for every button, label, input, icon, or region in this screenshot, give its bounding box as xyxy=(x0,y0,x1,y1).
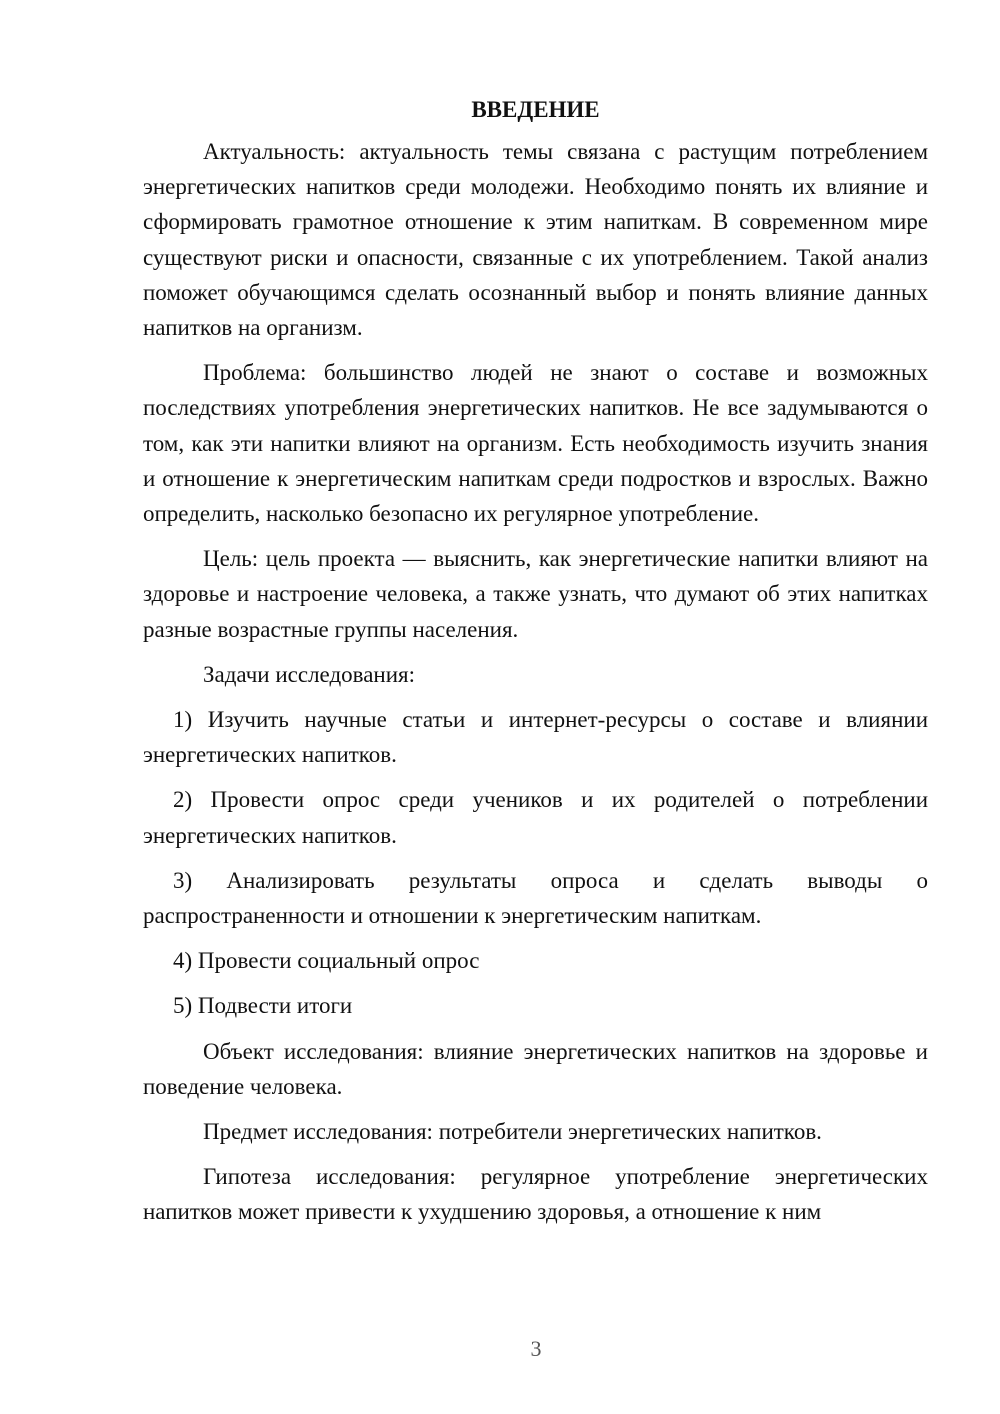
subject-paragraph: Предмет исследования: потребители энергетических напитков. xyxy=(203,1119,822,1145)
tasks-list xyxy=(143,702,928,1024)
relevance-paragraph: Актуальность: актуальность темы связана с растущим потреблением энергетических напитков среди молодежи. Необходимо понять их влияние и сформировать грамотное отношение к этим напиткам. В современном мире существуют риски и опасности, связанные с их употреблением. Такой анализ поможет обучающимся сделать осознанный выбор и понять влияние данных напитков на организм. xyxy=(143,139,928,341)
goal-paragraph: Цель: цель проекта — выяснить, как энергетические напитки влияют на здоровье и настроение человека, а также узнать, что думают об этих напитках разные возрастные группы населения. xyxy=(143,546,928,642)
task-item: 1) Изучить научные статьи и интернет-ресурсы о составе и влиянии энергетических напитков. xyxy=(143,707,928,768)
task-item: 2) Провести опрос среди учеников и их родителей о потреблении энергетических напитков. xyxy=(143,787,928,848)
hypothesis-paragraph: Гипотеза исследования: регулярное употребление энергетических напитков может привести к ухудшению здоровья, а отношение к ним xyxy=(143,1164,928,1225)
text-body xyxy=(143,94,928,1240)
task-item: 4) Провести социальный опрос xyxy=(173,948,480,974)
object-paragraph: Объект исследования: влияние энергетических напитков на здоровье и поведение человека. xyxy=(143,1038,928,1099)
task-item: 3) Анализировать результаты опроса и сделать выводы о распространенности и отношении к энергетическим напиткам. xyxy=(143,867,928,929)
page-number: 3 xyxy=(530,1336,542,1361)
task-item: 5) Подвести итоги xyxy=(173,993,353,1019)
tasks-heading: Задачи исследования: xyxy=(203,661,416,687)
problem-paragraph: Проблема: большинство людей не знают о составе и возможных последствиях употребления энергетических напитков. Не все задумываются о том, как эти напитки влияют на организм. Есть необходимость изучить знания и отношение к энергетическим напиткам среди подростков и взрослых. Важно определить, насколько безопасно их регулярное употребление. xyxy=(143,360,928,527)
section-title: ВВЕДЕНИЕ xyxy=(471,97,600,122)
